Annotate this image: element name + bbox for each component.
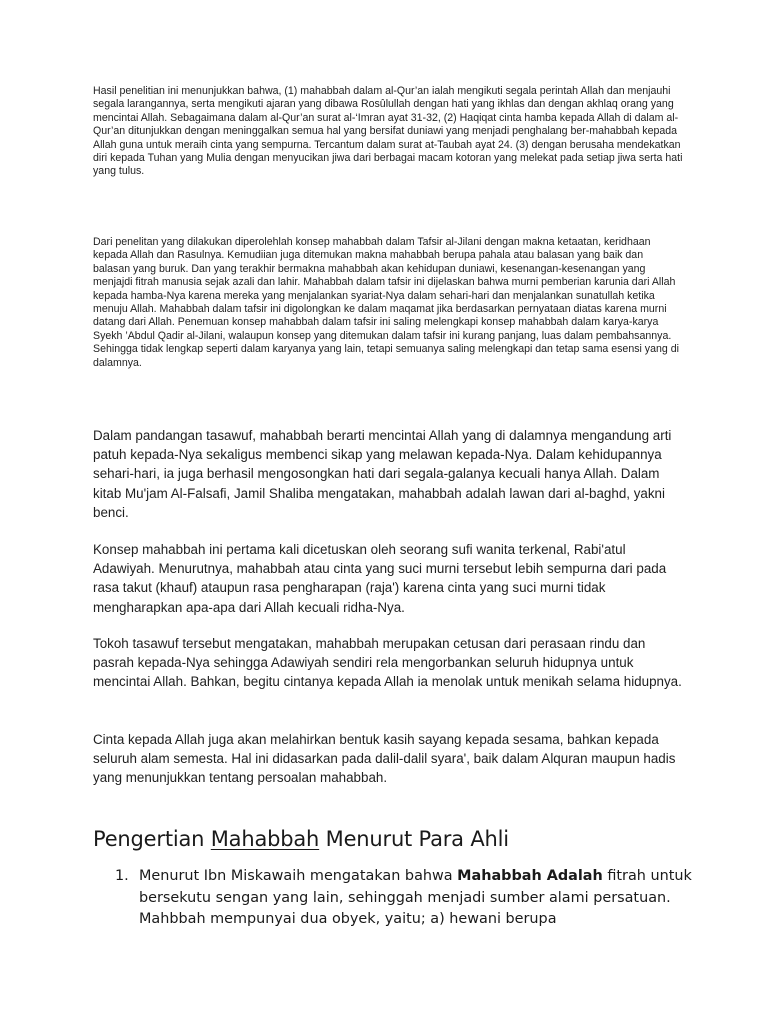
heading-underlined-word: Mahabbah bbox=[210, 827, 320, 851]
heading-text-after: Menurut Para Ahli bbox=[319, 827, 509, 851]
abstract-paragraph-2: Dari penelitan yang dilakukan diperolehlah konsep mahabbah dalam Tafsir al-Jilani dengan makna ketaatan, keridhaan kepada Allah dan Rasulnya. Kemudiian juga ditemukan makna mahabbah berupa pahala atau balasan yang baik dan balasan yang buruk. Dan yang terakhir bermakna mahabbah akan kehidupan duniawi, kesenangan-kesenangan yang menjajdi fitrah manusia sejak azali dan lahir. Mahabbah dalam tafsir ini dijelaskan bahwa murni pemberian karunia dari Allah kepada hamba-Nya karena mereka yang menjalankan syariat-Nya dalam sehari-hari dan menjalankan sunatullah ketika menuju Allah. Mahabbah dalam tafsir ini digolongkan ke dalam maqamat jika berdasarkan pernyataan diatas karena murni datang dari Allah. Penemuan konsep mahabbah dalam tafsir ini saling melengkapi konsep mahabbah dalam karya-karya Syekh ’Abdul Qadir al-Jilani, walaupun konsep yang ditemukan dalam tafsir ini kurang panjang, luas dalam pembahsannya. Sehingga tidak lengkap seperti dalam karyanya yang lain, tetapi semuanya saling melengkapi dan tetap sama esensi yang di dalamnya. bbox=[93, 236, 679, 369]
body-paragraph-1: Dalam pandangan tasawuf, mahabbah berarti mencintai Allah yang di dalamnya mengandung arti patuh kepada-Nya sekaligus membenci sikap yang melawan kepada-Nya. Dalam kehidupannya sehari-hari, ia juga berhasil mengosongkan hati dari segala-galanya kecuali hanya Allah. Dalam kitab Mu'jam Al-Falsafi, Jamil Shaliba mengatakan, mahabbah adalah lawan dari al-baghd, yakni benci. bbox=[93, 428, 672, 520]
abstract-paragraph-1: Hasil penelitian ini menunjukkan bahwa, (1) mahabbah dalam al-Qur’an ialah mengikuti segala perintah Allah dan menjauhi segala larangannya, serta mengikuti ajaran yang dibawa Rosûlullah dengan hati yang ikhlas dan dengan akhlaq orang yang mencintai Allah. Sebagaimana dalam al-Qur’an surat al-‘Imran ayat 31-32, (2) Haqiqat cinta hamba kepada Allah di dalam al-Qur’an ditunjukkan dengan meninggalkan semua hal yang bersifat duniawi yang menjadi penghalang ber-mahabbah kepada Allah guna untuk meraih cinta yang sempurna. Tercantum dalam surat at-Taubah ayat 24. (3) dengan berusaha mendekatkan diri kepada Tuhan yang Mulia dengan menyucikan jiwa dari berbagai macam kotoran yang melekat pada setiap jiwa serta hati yang tulus. bbox=[93, 85, 683, 178]
list-item-text-after: fitrah untuk bersekutu sengan yang lain, sehinggah menjadi sumber alami persatuan. Mahbbah mempunyai dua obyek, yaitu; a) hewani berupa bbox=[139, 868, 692, 927]
list-item-number: 1. bbox=[115, 868, 129, 884]
heading-text-before: Pengertian bbox=[93, 827, 211, 851]
body-paragraph-4: Cinta kepada Allah juga akan melahirkan bentuk kasih sayang kepada sesama, bahkan kepada seluruh alam semesta. Hal ini didasarkan pada dalil-dalil syara', baik dalam Alquran maupun hadis yang menunjukkan tentang persoalan mahabbah. bbox=[93, 732, 676, 786]
list-item bbox=[93, 866, 693, 931]
list-item-bold-term: Mahabbah Adalah bbox=[457, 868, 603, 884]
list-item-text-before: Menurut Ibn Miskawaih mengatakan bahwa bbox=[139, 868, 458, 884]
section-heading bbox=[93, 824, 713, 854]
body-paragraph-2: Konsep mahabbah ini pertama kali dicetuskan oleh seorang sufi wanita terkenal, Rabi'atul Adawiyah. Menurutnya, mahabbah atau cinta yang suci murni tersebut lebih sempurna dari pada rasa takut (khauf) ataupun rasa pengharapan (raja') karena cinta yang suci murni tidak mengharapkan apa-apa dari Allah kecuali ridha-Nya. bbox=[93, 542, 667, 615]
experts-list bbox=[93, 866, 693, 931]
body-paragraph-3: Tokoh tasawuf tersebut mengatakan, mahabbah merupakan cetusan dari perasaan rindu dan pasrah kepada-Nya sehingga Adawiyah sendiri rela mengorbankan seluruh hidupnya untuk mencintai Allah. Bahkan, begitu cintanya kepada Allah ia menolak untuk menikah selama hidupnya. bbox=[93, 636, 682, 690]
